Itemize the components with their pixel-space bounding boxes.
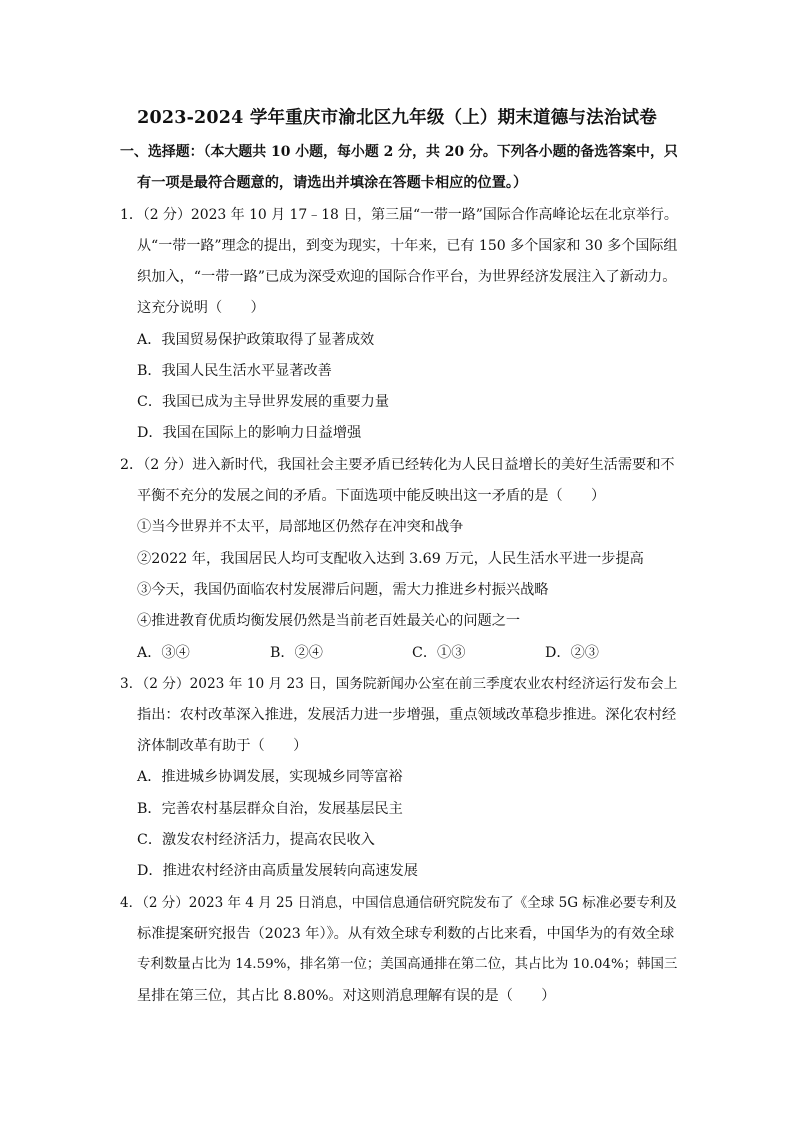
question-2-statement-4: ④推进教育优质均衡发展仍然是当前老百姓最关心的问题之一 — [137, 613, 521, 629]
question-4-stem-line-3: 专利数量占比为 14.59%，排名第一位；美国高通排在第二位，其占比为 10.04%；韩国三 — [137, 957, 678, 972]
question-1-stem-line-1: 1．（2 分）2023 年 10 月 17﹣18 日，第三届“一带一路”国际合作高峰论坛在北京举行。 — [120, 207, 678, 223]
question-1-stem-line-4: 这充分说明（ ） — [137, 300, 265, 316]
question-3-stem-line-1: 3．（2 分）2023 年 10 月 23 日，国务院新闻办公室在前三季度农业农村经济运行发布会上 — [120, 676, 678, 692]
question-1-stem-line-3: 织加入，“一带一路”已成为深受欢迎的国际合作平台，为世界经济发展注入了新动力。 — [137, 269, 677, 285]
question-2-statement-1: ①当今世界并不太平，局部地区仍然存在冲突和战争 — [137, 519, 464, 535]
question-2-option-b: B．②④ — [270, 645, 323, 661]
question-2-stem-line-2: 平衡不充分的发展之间的矛盾。下面选项中能反映出这一矛盾的是（ ） — [137, 488, 606, 504]
question-2-stem-line-1: 2．（2 分）进入新时代，我国社会主要矛盾已经转化为人民日益增长的美好生活需要和不 — [120, 457, 675, 473]
question-4-stem-line-2: 标准提案研究报告（2023 年）》。从有效全球专利数的占比来看，中国华为的有效全球 — [137, 926, 675, 942]
section-heading-line-2: 有一项是最符合题意的，请选出并填涂在答题卡相应的位置。） — [137, 175, 528, 191]
question-1-option-a: A．我国贸易保护政策取得了显著成效 — [137, 332, 375, 348]
section-heading-line-1: 一、选择题：（本大题共 10 小题，每小题 2 分，共 20 分。下列各小题的备选答案中，只 — [120, 144, 678, 160]
question-2-statement-2: ②2022 年，我国居民人均可支配收入达到 3.69 万元，人民生活水平进一步提高 — [137, 551, 644, 567]
question-2-option-d: D．②③ — [545, 645, 599, 661]
question-3-option-b: B．完善农村基层群众自治，发展基层民主 — [137, 801, 403, 817]
question-3-stem-line-2: 指出：农村改革深入推进，发展活力进一步增强，重点领域改革稳步推进。深化农村经 — [137, 707, 677, 723]
question-3-option-c: C．激发农村经济活力，提高农民收入 — [137, 832, 375, 848]
question-4-stem-line-4: 星排在第三位，其占比 8.80%。对这则消息理解有误的是（ ） — [137, 988, 556, 1004]
question-1-option-c: C．我国已成为主导世界发展的重要力量 — [137, 394, 390, 410]
question-4-stem-line-1: 4．（2 分）2023 年 4 月 25 日消息，中国信息通信研究院发布了《全球 5G 标准必要专利及 — [120, 895, 677, 911]
exam-title: 2023-2024 学年重庆市渝北区九年级（上）期末道德与法治试卷 — [137, 108, 657, 128]
question-3-option-d: D．推进农村经济由高质量发展转向高速发展 — [137, 863, 418, 879]
question-2-statement-3: ③今天，我国仍面临农村发展滞后问题，需大力推进乡村振兴战略 — [137, 582, 549, 598]
question-1-option-d: D．我国在国际上的影响力日益增强 — [137, 425, 362, 441]
question-3-stem-line-3: 济体制改革有助于（ ） — [137, 738, 308, 754]
question-1-stem-line-2: 从“一带一路”理念的提出，到变为现实，十年来，已有 150 多个国家和 30 多个国际组 — [137, 238, 678, 254]
question-1-option-b: B．我国人民生活水平显著改善 — [137, 363, 332, 379]
question-2-option-c: C．①③ — [412, 645, 466, 661]
question-2-option-a: A．③④ — [137, 645, 190, 661]
question-3-option-a: A．推进城乡协调发展，实现城乡同等富裕 — [137, 769, 403, 785]
